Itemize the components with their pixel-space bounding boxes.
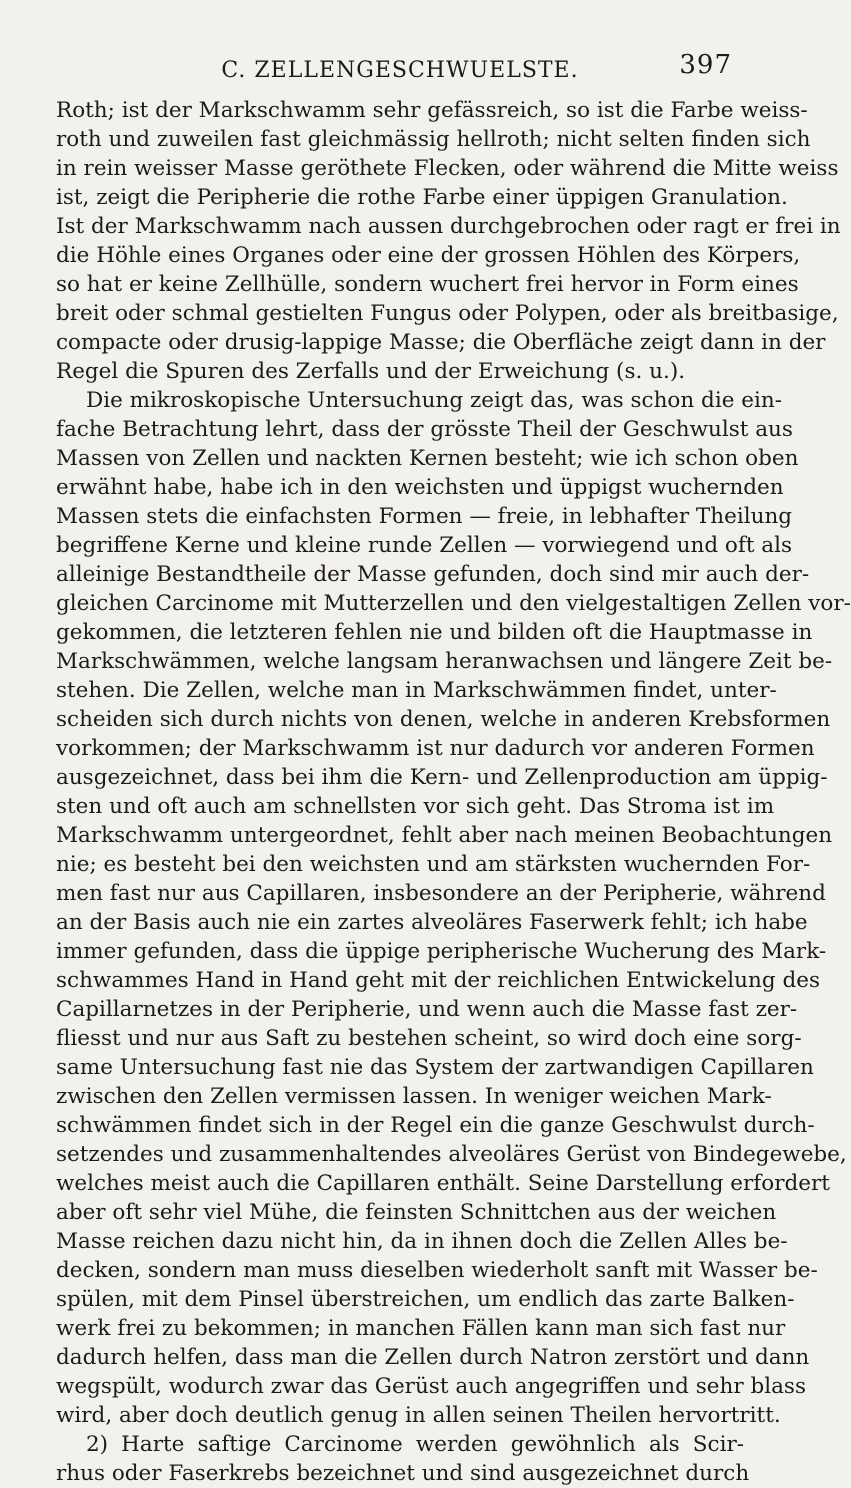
text-line: Markschwämmen, welche langsam heranwachsen und längere Zeit be- <box>56 649 833 674</box>
text-line: gleichen Carcinome mit Mutterzellen und den vielgestaltigen Zellen vor- <box>56 591 851 616</box>
text-line: Capillarnetzes in der Peripherie, und wenn auch die Masse fast zer- <box>56 997 798 1022</box>
text-line: schwämmen findet sich in der Regel ein die ganze Geschwulst durch- <box>56 1113 815 1138</box>
text-line: Masse reichen dazu nicht hin, da in ihnen doch die Zellen Alles be- <box>56 1229 788 1254</box>
text-line: wegspült, wodurch zwar das Gerüst auch angegriffen und sehr blass <box>56 1374 806 1399</box>
text-line: fliesst und nur aus Saft zu bestehen scheint, so wird doch eine sorg- <box>56 1026 802 1051</box>
text-line: stehen. Die Zellen, welche man in Markschwämmen findet, unter- <box>56 678 777 703</box>
text-line: welches meist auch die Capillaren enthält. Seine Darstellung erfordert <box>56 1171 830 1196</box>
paragraph-start-line: Die mikroskopische Untersuchung zeigt das, was schon die ein- <box>86 388 782 413</box>
text-line: alleinige Bestandtheile der Masse gefunden, doch sind mir auch der- <box>56 562 810 587</box>
text-line: Markschwamm untergeordnet, fehlt aber nach meinen Beobachtungen <box>56 823 833 848</box>
text-line: an der Basis auch nie ein zartes alveoläres Faserwerk fehlt; ich habe <box>56 910 808 935</box>
text-line: dadurch helfen, dass man die Zellen durch Natron zerstört und dann <box>56 1345 810 1370</box>
text-line: ausgezeichnet, dass bei ihm die Kern- und Zellenproduction am üppig- <box>56 765 828 790</box>
text-line: begriffene Kerne und kleine runde Zellen — vorwiegend und oft als <box>56 533 793 558</box>
text-line: men fast nur aus Capillaren, insbesondere an der Peripherie, während <box>56 881 826 906</box>
text-line: decken, sondern man muss dieselben wiederholt sanft mit Wasser be- <box>56 1258 818 1283</box>
text-line: ist, zeigt die Peripherie die rothe Farbe einer üppigen Granulation. <box>56 185 788 210</box>
text-line: Massen von Zellen und nackten Kernen besteht; wie ich schon oben <box>56 446 799 471</box>
text-line: compacte oder drusig-lappige Masse; die Oberfläche zeigt dann in der <box>56 330 826 355</box>
text-line: Roth; ist der Markschwamm sehr gefässreich, so ist die Farbe weiss- <box>56 98 808 123</box>
text-line: fache Betrachtung lehrt, dass der grösste Theil der Geschwulst aus <box>56 417 793 442</box>
text-line: erwähnt habe, habe ich in den weichsten und üppigst wuchernden <box>56 475 784 500</box>
text-line: die Höhle eines Organes oder eine der grossen Höhlen des Körpers, <box>56 243 801 268</box>
text-line: rhus oder Faserkrebs bezeichnet und sind ausgezeichnet durch <box>56 1461 750 1486</box>
text-line: zwischen den Zellen vermissen lassen. In weniger weichen Mark- <box>56 1084 772 1109</box>
page-header <box>0 50 800 90</box>
text-line: in rein weisser Masse geröthete Flecken, oder während die Mitte weiss <box>56 156 839 181</box>
text-line: werk frei zu bekommen; in manchen Fällen kann man sich fast nur <box>56 1316 786 1341</box>
text-line: aber oft sehr viel Mühe, die feinsten Schnittchen aus der weichen <box>56 1200 777 1225</box>
text-line: roth und zuweilen fast gleichmässig hellroth; nicht selten finden sich <box>56 127 811 152</box>
text-line: Massen stets die einfachsten Formen — freie, in lebhafter Theilung <box>56 504 793 529</box>
text-line: same Untersuchung fast nie das System der zartwandigen Capillaren <box>56 1055 814 1080</box>
section-heading-line: 2) Harte saftige Carcinome werden gewöhnlich als Scir- <box>86 1432 744 1457</box>
text-line: immer gefunden, dass die üppige peripherische Wucherung des Mark- <box>56 939 827 964</box>
text-line: schwammes Hand in Hand geht mit der reichlichen Entwickelung des <box>56 968 820 993</box>
text-line: spülen, mit dem Pinsel überstreichen, um endlich das zarte Balken- <box>56 1287 795 1312</box>
text-line: sten und oft auch am schnellsten vor sich geht. Das Stroma ist im <box>56 794 775 819</box>
text-line: setzendes und zusammenhaltendes alveoläres Gerüst von Bindegewebe, <box>56 1142 847 1167</box>
text-line: breit oder schmal gestielten Fungus oder Polypen, oder als breitbasige, <box>56 301 839 326</box>
text-line: scheiden sich durch nichts von denen, welche in anderen Krebsformen <box>56 707 831 732</box>
text-line: vorkommen; der Markschwamm ist nur dadurch vor anderen Formen <box>56 736 815 761</box>
text-line: nie; es besteht bei den weichsten und am stärksten wuchernden For- <box>56 852 811 877</box>
running-title: C. ZELLENGESCHWUELSTE. <box>221 58 579 83</box>
body-text <box>56 96 851 1488</box>
text-line: gekommen, die letzteren fehlen nie und bilden oft die Hauptmasse in <box>56 620 813 645</box>
page-number: 397 <box>679 50 732 80</box>
text-line: Ist der Markschwamm nach aussen durchgebrochen oder ragt er frei in <box>56 214 841 239</box>
text-line: Regel die Spuren des Zerfalls und der Erweichung (s. u.). <box>56 359 686 384</box>
text-line: so hat er keine Zellhülle, sondern wuchert frei hervor in Form eines <box>56 272 799 297</box>
text-line: wird, aber doch deutlich genug in allen seinen Theilen hervortritt. <box>56 1403 781 1428</box>
